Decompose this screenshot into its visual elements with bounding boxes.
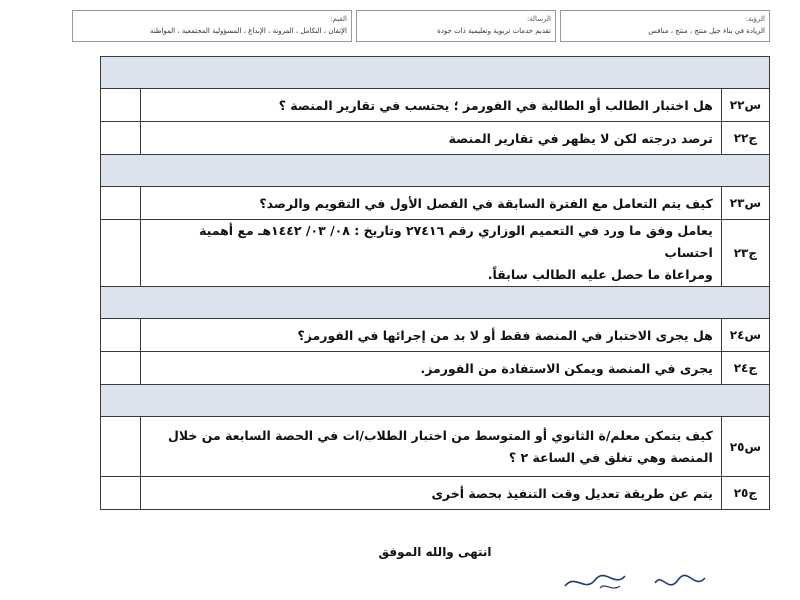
mission-box [356, 10, 556, 42]
row-number: ج٢٥ [721, 477, 769, 510]
row-number: س٢٥ [721, 417, 769, 477]
empty-cell [101, 352, 141, 385]
row-text-line: يعامل وفق ما ورد في التعميم الوزاري رقم ٢٧٤١٦ وتاريخ : ٠٨/ ٠٣/ ١٤٤٢هـ مع أهمية احتساب [199, 223, 713, 260]
header-boxes [68, 10, 770, 44]
row-text: كيف يتم التعامل مع الفترة السابقة في الفصل الأول في التقويم والرصد؟ [141, 187, 722, 220]
empty-cell [101, 477, 141, 510]
values-title: القيم: [330, 15, 347, 23]
question-row [101, 89, 770, 122]
question-row [101, 187, 770, 220]
vision-box [560, 10, 770, 42]
empty-cell [101, 220, 141, 287]
empty-cell [101, 89, 141, 122]
section-separator [101, 155, 770, 187]
row-text-line: ومراعاة ما حصل عليه الطالب سابقاً. [487, 267, 713, 282]
row-number: ج٢٤ [721, 352, 769, 385]
section-separator [101, 385, 770, 417]
row-text: يجرى في المنصة ويمكن الاستفادة من الفورمز. [141, 352, 722, 385]
answer-row [101, 122, 770, 155]
empty-cell [101, 187, 141, 220]
row-text: هل يجرى الاختبار في المنصة فقط أو لا بد من إجرائها في الفورمز؟ [141, 319, 722, 352]
row-text [141, 220, 722, 287]
row-text: هل اختبار الطالب أو الطالبة في الفورمز ؛ يحتسب في تقارير المنصة ؟ [141, 89, 722, 122]
signature-mark [560, 568, 630, 596]
row-number: ج٢٣ [721, 220, 769, 287]
empty-cell [101, 319, 141, 352]
values-box [72, 10, 352, 42]
values-text: الإتقان ، التكامل ، المرونة ، الإبداع ، المسؤولية المجتمعية ، المواطنة [150, 27, 347, 35]
row-number: س٢٣ [721, 187, 769, 220]
signature-mark [650, 568, 710, 596]
closing-text: انتهى والله الموفق [378, 545, 492, 559]
qa-table [100, 56, 770, 510]
question-row [101, 417, 770, 477]
vision-text: الريادة في بناء جيل منتج ، منتج ، منافس [648, 27, 765, 35]
answer-row [101, 220, 770, 287]
section-separator [101, 287, 770, 319]
row-text: ترصد درجته لكن لا يظهر في تقارير المنصة [141, 122, 722, 155]
answer-row [101, 352, 770, 385]
row-text: يتم عن طريقة تعديل وقت التنفيذ بحصة أخرى [141, 477, 722, 510]
section-separator [101, 57, 770, 89]
mission-text: تقديم خدمات تربوية وتعليمية ذات جودة [437, 27, 551, 35]
answer-row [101, 477, 770, 510]
mission-title: الرسالة: [526, 15, 551, 23]
row-number: ج٢٢ [721, 122, 769, 155]
row-number: س٢٢ [721, 89, 769, 122]
question-row [101, 319, 770, 352]
row-text-line: المنصة وهي تغلق في الساعة ٢ ؟ [508, 449, 713, 465]
row-text-line: كيف يتمكن معلم/ة الثانوي أو المتوسط من اختبار الطلاب/ات في الحصة السابعة من خلال [168, 427, 713, 443]
row-text [141, 417, 722, 477]
vision-title: الرؤية: [745, 15, 765, 23]
empty-cell [101, 417, 141, 477]
row-number: س٢٤ [721, 319, 769, 352]
empty-cell [101, 122, 141, 155]
